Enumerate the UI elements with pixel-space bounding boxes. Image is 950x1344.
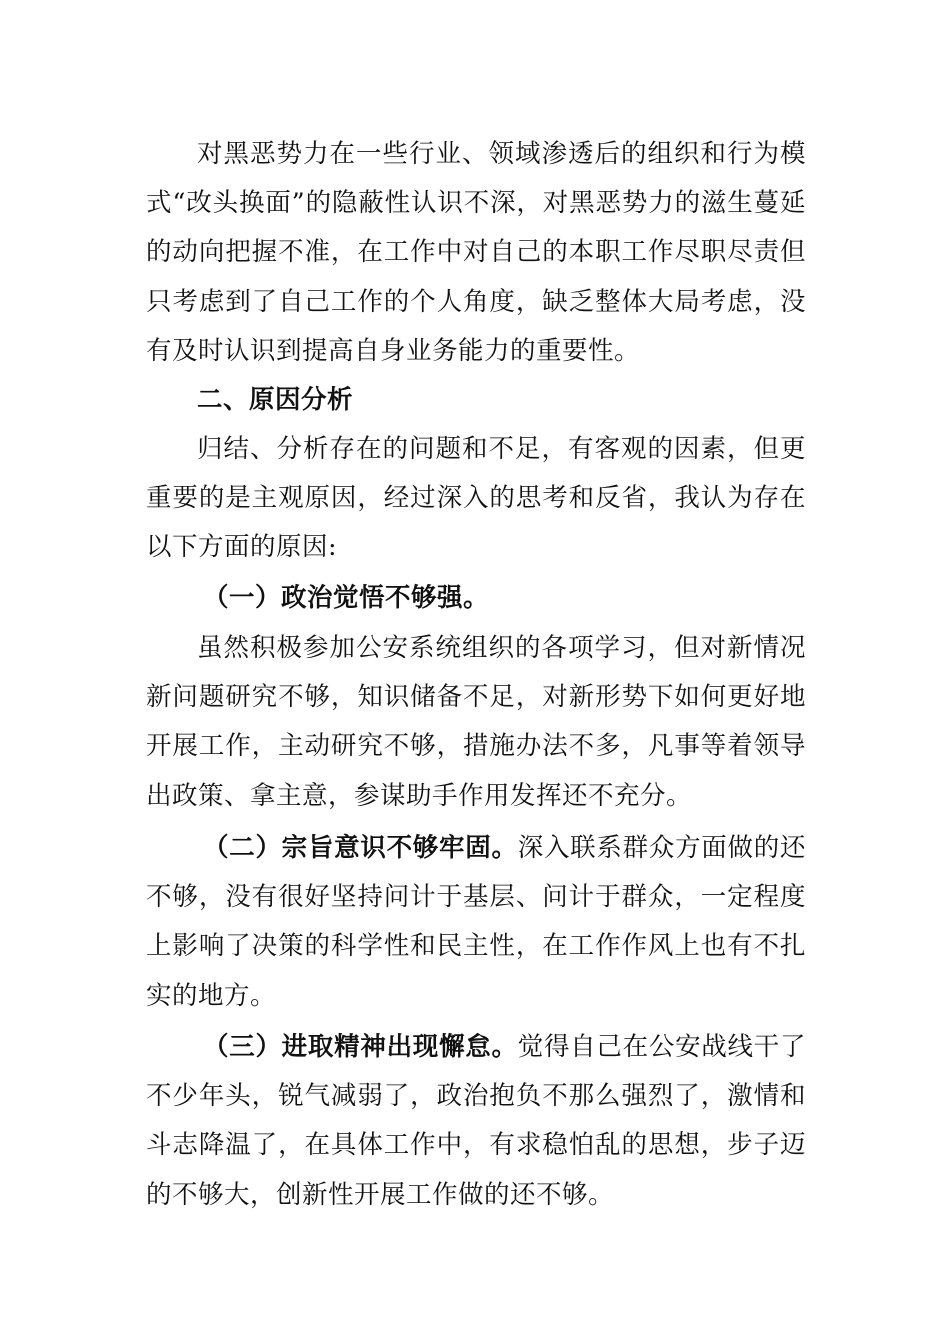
purpose-awareness-body: 深入联系群众方面做的还不够，没有很好坚持问计于基层、问计于群众，一定程度上影响了决策的科学性和民主性，在工作作风上也有不扎实的地方。 xyxy=(146,833,806,1011)
paragraph-enterprising-spirit xyxy=(146,1023,806,1220)
section-heading-cause-analysis: 二、原因分析 xyxy=(197,385,354,415)
paragraph-cause-intro: 归结、分析存在的问题和不足，有客观的因素，但更重要的是主观原因，经过深入的思考和反省，我认为存在以下方面的原因: xyxy=(146,434,806,563)
subheading-purpose-awareness: （二）宗旨意识不够牢固。 xyxy=(203,833,518,863)
subheading-political-awareness: （一）政治觉悟不够强。 xyxy=(203,583,490,613)
subheading-enterprising-spirit: （三）进取精神出现懈怠。 xyxy=(203,1032,518,1062)
enterprising-spirit-body: 觉得自己在公安战线干了不少年头，锐气减弱了，政治抱负不那么强烈了，激情和斗志降温了，在具体工作中，有求稳怕乱的思想，步子迈的不够大，创新性开展工作做的还不够。 xyxy=(146,1032,806,1210)
paragraph-problem-summary: 对黑恶势力在一些行业、领域渗透后的组织和行为模式“改头换面”的隐蔽性认识不深，对黑恶势力的滋生蔓延的动向把握不准，在工作中对自己的本职工作尽职尽责但只考虑到了自己工作的个人角度，缺乏整体大局考虑，没有及时认识到提高自身业务能力的重要性。 xyxy=(146,139,806,366)
paragraph-political-awareness: 虽然积极参加公安系统组织的各项学习，但对新情况新问题研究不够，知识储备不足，对新形势下如何更好地开展工作，主动研究不够，措施办法不多，凡事等着领导出政策、拿主意，参谋助手作用发挥还不充分。 xyxy=(146,633,806,811)
paragraph-purpose-awareness xyxy=(146,824,806,1021)
